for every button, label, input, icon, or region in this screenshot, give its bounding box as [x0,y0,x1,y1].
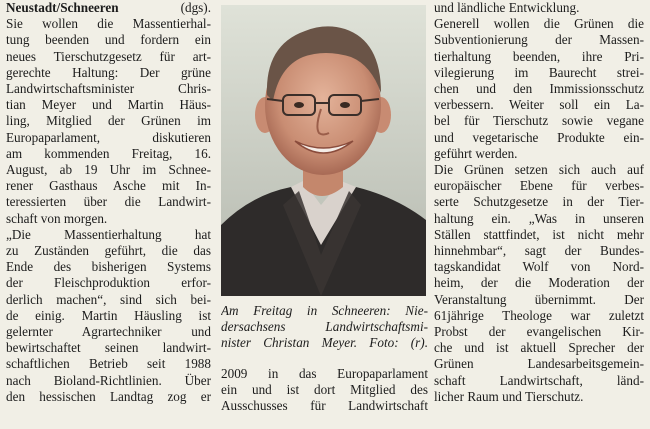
text-line: Subventionierung der Massen- [434,32,644,48]
text-line: neues Tierschutzgesetz für art- [6,48,211,64]
text-line: tagskandidat Wolf von Nord- [434,259,644,275]
text-line: Ende des bisherigen Systems [6,259,211,275]
article-column-3 [434,0,644,405]
article-column-2 [221,0,428,414]
text-line: licher Raum und Tierschutz. [434,388,584,404]
text-line: derlich machen“, sind sich bei- [6,291,211,307]
text-line: Ställen stattfindet, ist nicht mehr [434,226,644,242]
text-line: der Fleischproduktion erfor- [6,275,211,291]
text-line: und ländliche Entwicklung. [434,0,580,15]
text-line: heim, der die Moderation der [434,275,644,291]
portrait-illustration [221,5,426,296]
text-line: europäischer Ebene für verbes- [434,178,644,194]
text-line: geführt werden. [434,145,518,161]
dateline-place: Neustadt/Schneeren [6,0,119,15]
text-line: tung beenden und fordern ein [6,32,211,48]
text-line: den hessischen Landtag zog er [6,388,211,404]
text-line: am kommenden Freitag, 16. [6,145,211,161]
column-2-text [221,366,428,415]
text-line: schaft von morgen. [6,210,108,226]
dateline-author: (dgs). [180,0,211,15]
text-line: ein und ist dort Mitglied des [221,381,428,397]
text-line: vilegierung im Baurecht strei- [434,64,644,80]
text-line: serte Schutzgesetze in der Tier- [434,194,644,210]
text-line: Ausschusses für Landwirtschaft [221,398,428,414]
text-line: schaft Landwirtschaft, länd- [434,372,644,388]
text-line: 61jährige Theologe war zuletzt [434,307,644,323]
text-line: che und ist aktuell Sprecher der [434,340,644,356]
text-line: August, ab 19 Uhr im Schnee- [6,162,211,178]
text-line: hinnehmbar“, sagt der Bundes- [434,243,644,259]
text-line: Veranstaltung übernimmt. Der [434,291,644,307]
caption-line: nister Christan Meyer. Foto: (r). [221,335,428,351]
text-line: Grünen Landesarbeitsgemein- [434,356,644,372]
text-line: und vegetarische Produkte ein- [434,129,644,145]
dateline [6,0,211,16]
text-line: Probst der evangelischen Kir- [434,324,644,340]
text-line: teressierten über die Landwirt- [6,194,211,210]
text-line: tian Meyer und Martin Häus- [6,97,211,113]
caption-line: dersachsens Landwirtschaftsmi- [221,319,428,335]
text-line: Die Grünen setzen sich auch auf [434,162,644,178]
text-line: Landwirtschaftsminister Chris- [6,81,211,97]
text-line: schaftlichen Betrieb seit 1988 [6,356,211,372]
text-line: bel für Tierschutz sowie vegane [434,113,644,129]
text-line: gelernter Agrartechniker und [6,324,211,340]
text-line: verbessern. Weiter soll ein La- [434,97,644,113]
text-line: „Die Massentierhaltung hat [6,226,211,242]
text-line: 2009 in das Europaparlament [221,365,428,381]
text-line: Generell wollen die Grünen die [434,16,644,32]
text-line: tierhaltung beenden, ihre Pri- [434,48,644,64]
text-line: zu Zuständen geführt, die das [6,243,211,259]
text-line: chen und den Immissionsschutz [434,81,644,97]
portrait-photo [221,5,426,296]
article-column-1 [6,0,211,405]
text-line: nach Bioland-Richtlinien. Über [6,372,211,388]
text-line: gerechte Haltung: Der grüne [6,64,211,80]
caption-line: Am Freitag in Schneeren: Nie- [221,303,428,318]
text-line: bewirtschaftet seinen landwirt- [6,340,211,356]
photo-caption [221,303,428,352]
text-line: rener Gasthaus Asche mit In- [6,178,211,194]
text-line: de einig. Martin Häusling ist [6,307,211,323]
text-line: Sie wollen die Massentierhal- [6,16,211,32]
text-line: ling, Mitglied der Grünen im [6,113,211,129]
text-line: Europaparlament, diskutieren [6,129,211,145]
text-line: haltung ein. „Was in unseren [434,210,644,226]
